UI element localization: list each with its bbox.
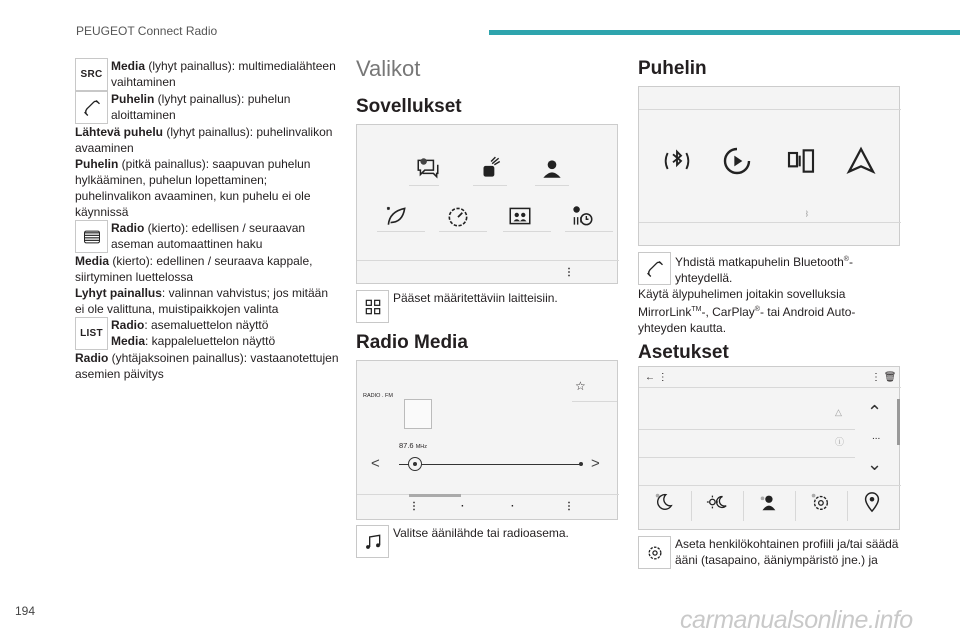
phone-caption-line2 xyxy=(638,286,900,336)
apps-screen xyxy=(356,124,618,284)
active-tab-indicator xyxy=(409,494,461,497)
sms-icon xyxy=(415,155,441,181)
prev-station-icon: < xyxy=(371,455,380,472)
frequency-end-dot xyxy=(579,462,583,466)
thumbwheel-icon xyxy=(75,220,108,253)
radio-term: Radio xyxy=(111,221,145,235)
apps-more-icon: ⋮ xyxy=(564,267,574,278)
settings-ellipsis: ... xyxy=(872,431,881,442)
apps-grid-icon xyxy=(356,290,389,323)
radio-screen xyxy=(356,360,618,520)
radio-caption-text: Valitse äänilähde tai radioasema. xyxy=(393,526,569,540)
radio-desc: (kierto): edellisen / seuraavan aseman automaattinen haku xyxy=(111,221,306,251)
registered-mark-1: ® xyxy=(843,256,849,263)
location-privacy-icon xyxy=(861,491,883,513)
registered-mark-2: ® xyxy=(754,306,760,313)
frequency-value: 87.6 xyxy=(399,441,414,450)
settings-gear-icon xyxy=(809,491,831,513)
music-note-icon xyxy=(356,525,389,558)
settings-caption xyxy=(638,536,900,569)
bluetooth-phone-icon xyxy=(661,145,693,177)
radio-media-heading: Radio Media xyxy=(356,332,468,353)
short-press-desc: : valinnan vahvistus; jos mitään ei ole valittuna, muistipaikkojen valinta xyxy=(75,286,328,316)
radio-refresh-desc: (yhtäjaksoinen painallus): vastaanotettujen asemien päivitys xyxy=(75,351,339,381)
settings-screen xyxy=(638,366,900,530)
phone-heading: Puhelin xyxy=(638,58,707,79)
settings-scroll-down-icon: ⌄ xyxy=(867,454,883,474)
frequency-unit: MHz xyxy=(415,444,428,450)
radio-item xyxy=(75,220,340,253)
frequency-slider-dot xyxy=(413,462,417,466)
eco-leaf-icon xyxy=(383,203,409,229)
phone-caption-part3: Käytä älypuhelimen joitakin sovelluksia MirrorLink xyxy=(638,287,846,319)
list-media-term: Media xyxy=(111,334,146,348)
media-term: Media xyxy=(75,254,110,268)
settings-info-icon: ⓘ xyxy=(835,437,845,447)
radio-refresh-term: Radio xyxy=(75,351,109,365)
profile-icon xyxy=(757,491,779,513)
phone-caption-part1: Yhdistä matkapuhelin Bluetooth xyxy=(675,255,844,269)
list-item xyxy=(75,317,340,350)
brightness-icon xyxy=(705,491,729,513)
src-item xyxy=(75,58,340,91)
phone-screen xyxy=(638,86,900,246)
frequency-slider-track xyxy=(399,464,581,465)
settings-scroll-up-icon: ⌃ xyxy=(867,402,883,422)
radio-dot-1: · xyxy=(461,501,465,512)
list-media-desc: : kappaleluettelon näyttö xyxy=(145,334,276,348)
night-mode-icon xyxy=(653,491,675,513)
contacts-icon xyxy=(507,203,533,229)
src-term: Media xyxy=(111,59,146,73)
frequency-readout xyxy=(399,441,427,450)
phone-handset-icon xyxy=(75,91,108,124)
page-number: 194 xyxy=(15,604,36,618)
phone-caption xyxy=(638,252,900,286)
settings-caption-gear-icon xyxy=(638,536,671,569)
running-header: PEUGEOT Connect Radio xyxy=(76,24,218,38)
list-button-icon: LIST xyxy=(75,317,108,350)
settings-caption-text: Aseta henkilökohtainen profiili ja/tai säädä ääni (tasapaino, ääniympäristö jne.) ja xyxy=(675,537,899,567)
next-station-icon: > xyxy=(591,455,600,472)
radio-more-icon-2: ⋮ xyxy=(564,501,574,512)
favorite-star-icon: ☆ xyxy=(575,379,586,393)
album-art xyxy=(404,399,432,429)
settings-trash-icon: ⋮ 🗑 xyxy=(871,372,897,383)
menus-heading: Valikot xyxy=(356,56,421,81)
left-column xyxy=(75,58,340,382)
trademark-mark: TM xyxy=(691,306,702,313)
apps-caption-text: Pääset määritettäviin laitteisiin. xyxy=(393,291,558,305)
settings-heading: Asetukset xyxy=(638,342,729,363)
radio-band-label: RADIO . FM xyxy=(363,393,393,399)
android-auto-icon xyxy=(845,145,877,177)
header-accent-bar xyxy=(489,30,960,35)
mirrorlink-icon xyxy=(785,145,817,177)
gauge-icon xyxy=(445,203,471,229)
list-radio-desc: : asemaluettelon näyttö xyxy=(144,318,269,332)
heater-timer-icon xyxy=(569,203,595,229)
settings-warning-icon: △ xyxy=(835,407,842,417)
apps-caption xyxy=(356,290,618,323)
outgoing-term: Lähtevä puhelu xyxy=(75,125,164,139)
apps-heading: Sovellukset xyxy=(356,96,462,117)
settings-back-icon: ← ⋮ xyxy=(645,372,668,383)
src-button-icon: SRC xyxy=(75,58,108,91)
list-radio-term: Radio xyxy=(111,318,145,332)
phone-caption-part4: -, CarPlay xyxy=(701,305,755,319)
phone-long-term: Puhelin xyxy=(75,157,119,171)
radio-caption xyxy=(356,525,618,558)
phone-caption-part2: -yhteydellä. xyxy=(675,255,853,285)
src-desc: (lyhyt painallus): multimedialähteen vaihtaminen xyxy=(111,59,336,89)
phone-caption-handset-icon xyxy=(638,252,671,285)
radio-dot-2: · xyxy=(511,501,515,512)
phone-term: Puhelin xyxy=(111,92,155,106)
radio-more-icon-1: ⋮ xyxy=(409,501,419,512)
phone-item xyxy=(75,91,340,124)
phone-desc: (lyhyt painallus): puhelun aloittaminen xyxy=(111,92,291,122)
phone-long-desc: (pitkä painallus): saapuvan puhelun hylkääminen, puhelun lopettaminen; puhelinvalikon avaaminen, kun puhelu ei ole käynnissä xyxy=(75,157,311,219)
user-icon xyxy=(539,155,565,181)
phone-caption-part5: - tai Android Auto-yhteyden kautta. xyxy=(638,305,856,335)
bluetooth-status-icon: ᛒ xyxy=(805,211,810,218)
short-press-term: Lyhyt painallus xyxy=(75,286,162,300)
carplay-icon xyxy=(721,145,753,177)
outgoing-desc: (lyhyt painallus): puhelinvalikon avaaminen xyxy=(75,125,333,155)
watermark: carmanualsonline.info xyxy=(680,606,913,634)
media-desc: (kierto): edellinen / seuraava kappale, siirtyminen luettelossa xyxy=(75,254,313,284)
settings-scrollbar xyxy=(897,399,900,445)
usb-apps-icon xyxy=(477,155,503,181)
phone-caption-line1 xyxy=(675,252,900,286)
